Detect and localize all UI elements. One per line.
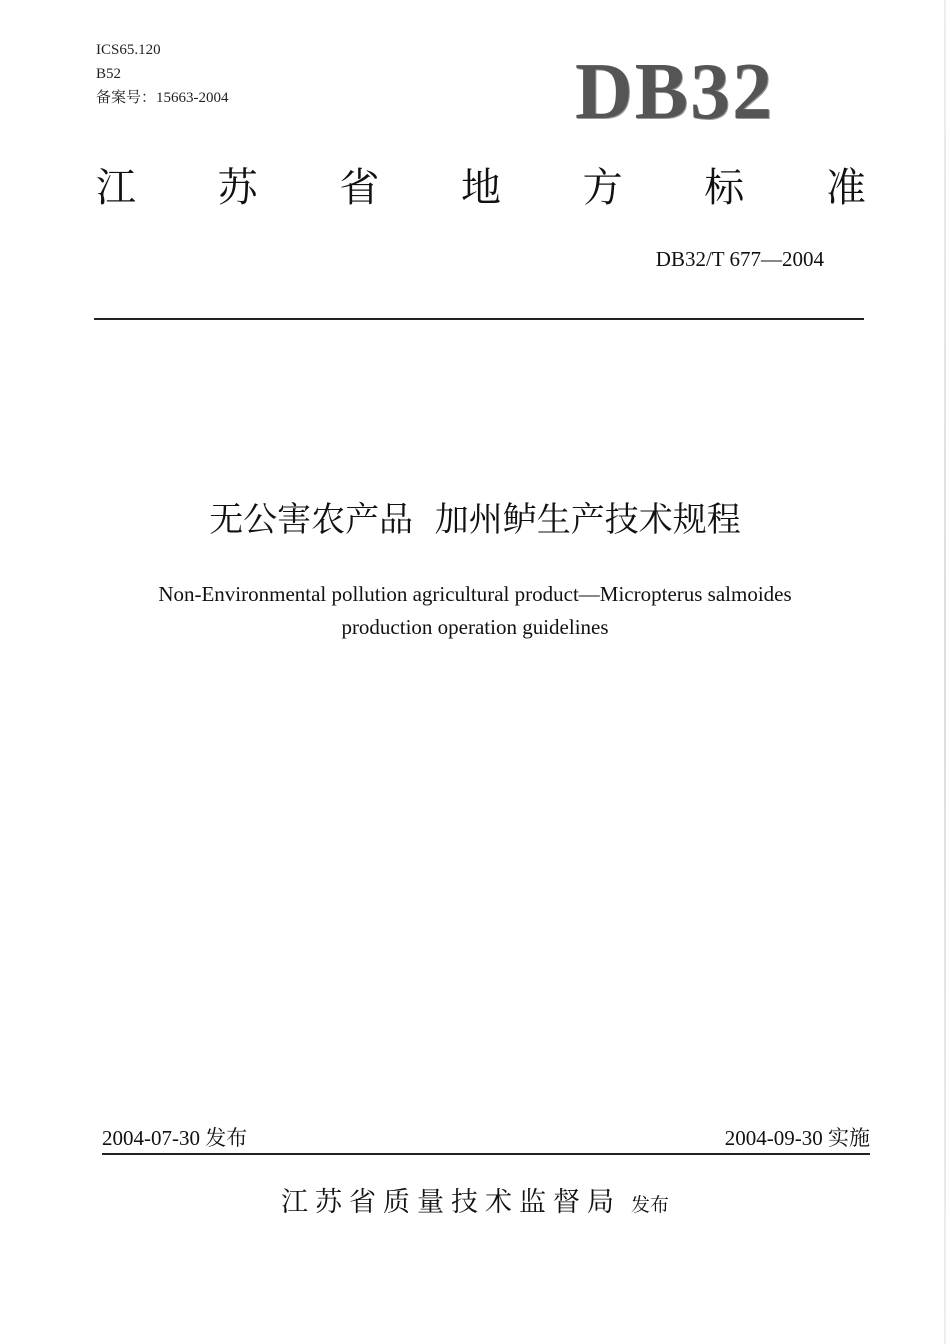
publisher-org: 江苏省质量技术监督局	[280, 1187, 621, 1218]
standard-title-char: 方	[582, 165, 623, 211]
category-code: B52	[96, 66, 122, 82]
standard-title-char: 标	[704, 165, 745, 211]
ics-code: ICS65.120	[96, 42, 161, 58]
standard-title-char: 苏	[217, 165, 258, 211]
standard-title-char: 地	[460, 165, 501, 211]
publisher	[0, 1180, 950, 1219]
standard-code: DB32/T 677—2004	[655, 247, 824, 271]
publisher-action: 发布	[630, 1194, 669, 1216]
record-number: 备案号：15663-2004	[96, 90, 229, 106]
standard-title-char: 江	[96, 165, 136, 211]
effective-date: 2004-09-30 实施	[724, 1126, 870, 1150]
standard-title-char: 省	[339, 165, 380, 211]
top-divider	[94, 318, 864, 320]
standard-title-char: 准	[825, 165, 866, 211]
document-title-en	[0, 578, 950, 644]
title-en-line: Non-Environmental pollution agricultural product—Micropterus salmoides	[158, 582, 792, 606]
standard-type-title	[96, 160, 866, 216]
bottom-divider	[102, 1153, 870, 1155]
title-en-line: production operation guidelines	[341, 615, 609, 639]
document-meta	[96, 38, 229, 110]
issue-date: 2004-07-30 发布	[102, 1126, 248, 1150]
dates-row	[102, 1124, 870, 1152]
db32-logo: DB32	[575, 48, 775, 136]
document-title-cn: 无公害农产品 加州鲈生产技术规程	[209, 500, 741, 540]
scan-edge	[944, 0, 946, 1344]
